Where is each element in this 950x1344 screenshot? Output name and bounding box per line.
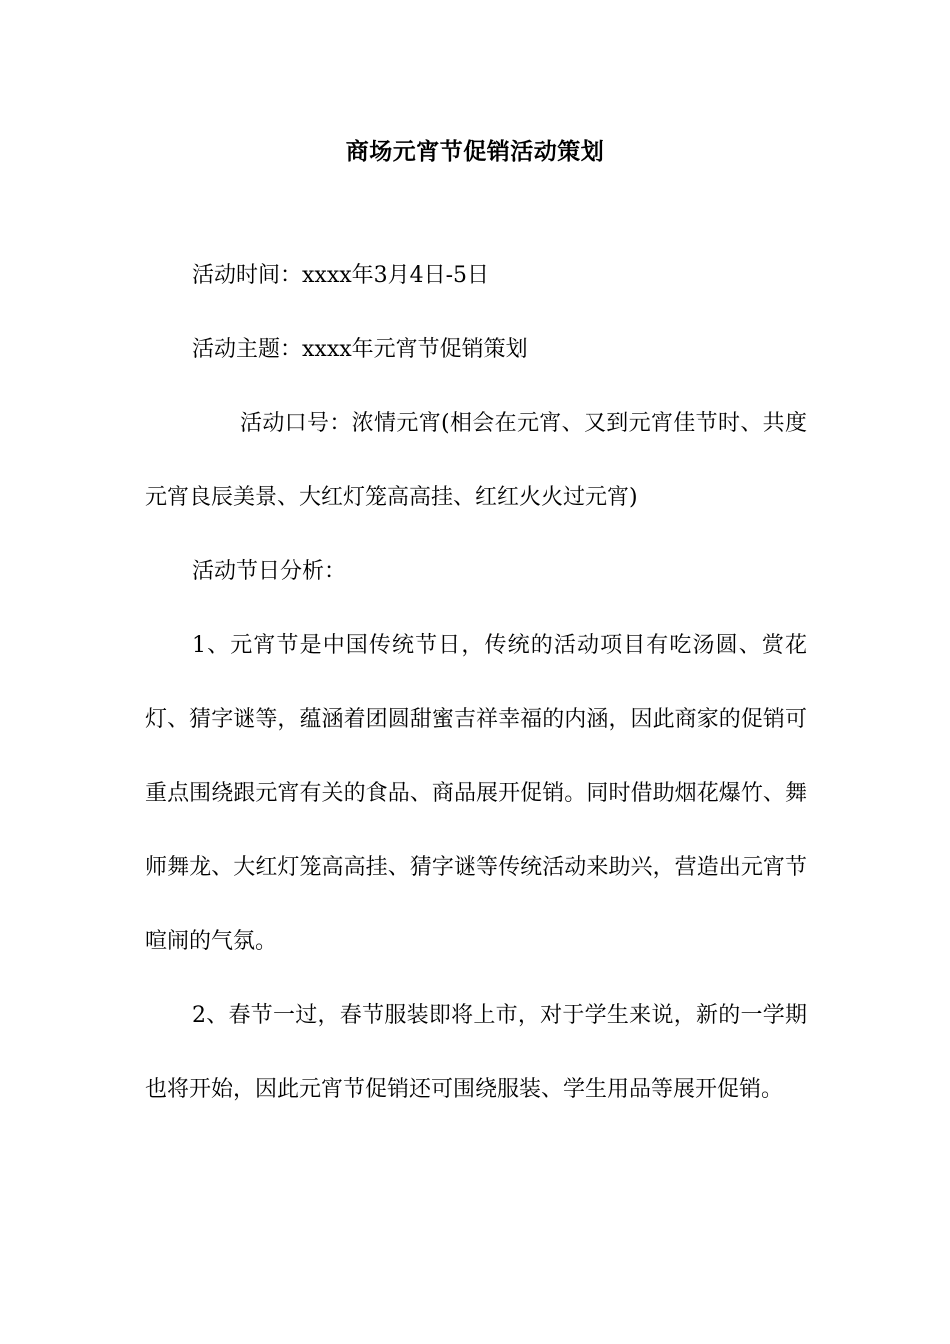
activity-time-paragraph: 活动时间：xxxx年3月4日-5日 — [192, 263, 490, 288]
activity-slogan-paragraph: 活动口号：浓情元宵(相会在元宵、又到元宵佳节时、共度元宵良辰美景、大红灯笼高高挂、红红火火过元宵) — [145, 411, 807, 510]
holiday-analysis-heading: 活动节日分析： — [192, 559, 347, 584]
analysis-point-one: 1、元宵节是中国传统节日，传统的活动项目有吃汤圆、赏花灯、猜字谜等，蕴涵着团圆甜蜜吉祥幸福的内涵，因此商家的促销可重点围绕跟元宵有关的食品、商品展开促销。同时借助烟花爆竹、舞师舞龙、大红灯笼高高挂、猜字谜等传统活动来助兴，营造出元宵节喧闹的气氛。 — [145, 633, 807, 954]
activity-theme-paragraph: 活动主题：xxxx年元宵节促销策划 — [192, 337, 528, 362]
analysis-point-two: 2、春节一过，春节服装即将上市，对于学生来说，新的一学期也将开始，因此元宵节促销还可围绕服装、学生用品等展开促销。 — [145, 1003, 807, 1102]
document-title: 商场元宵节促销活动策划 — [345, 138, 605, 165]
